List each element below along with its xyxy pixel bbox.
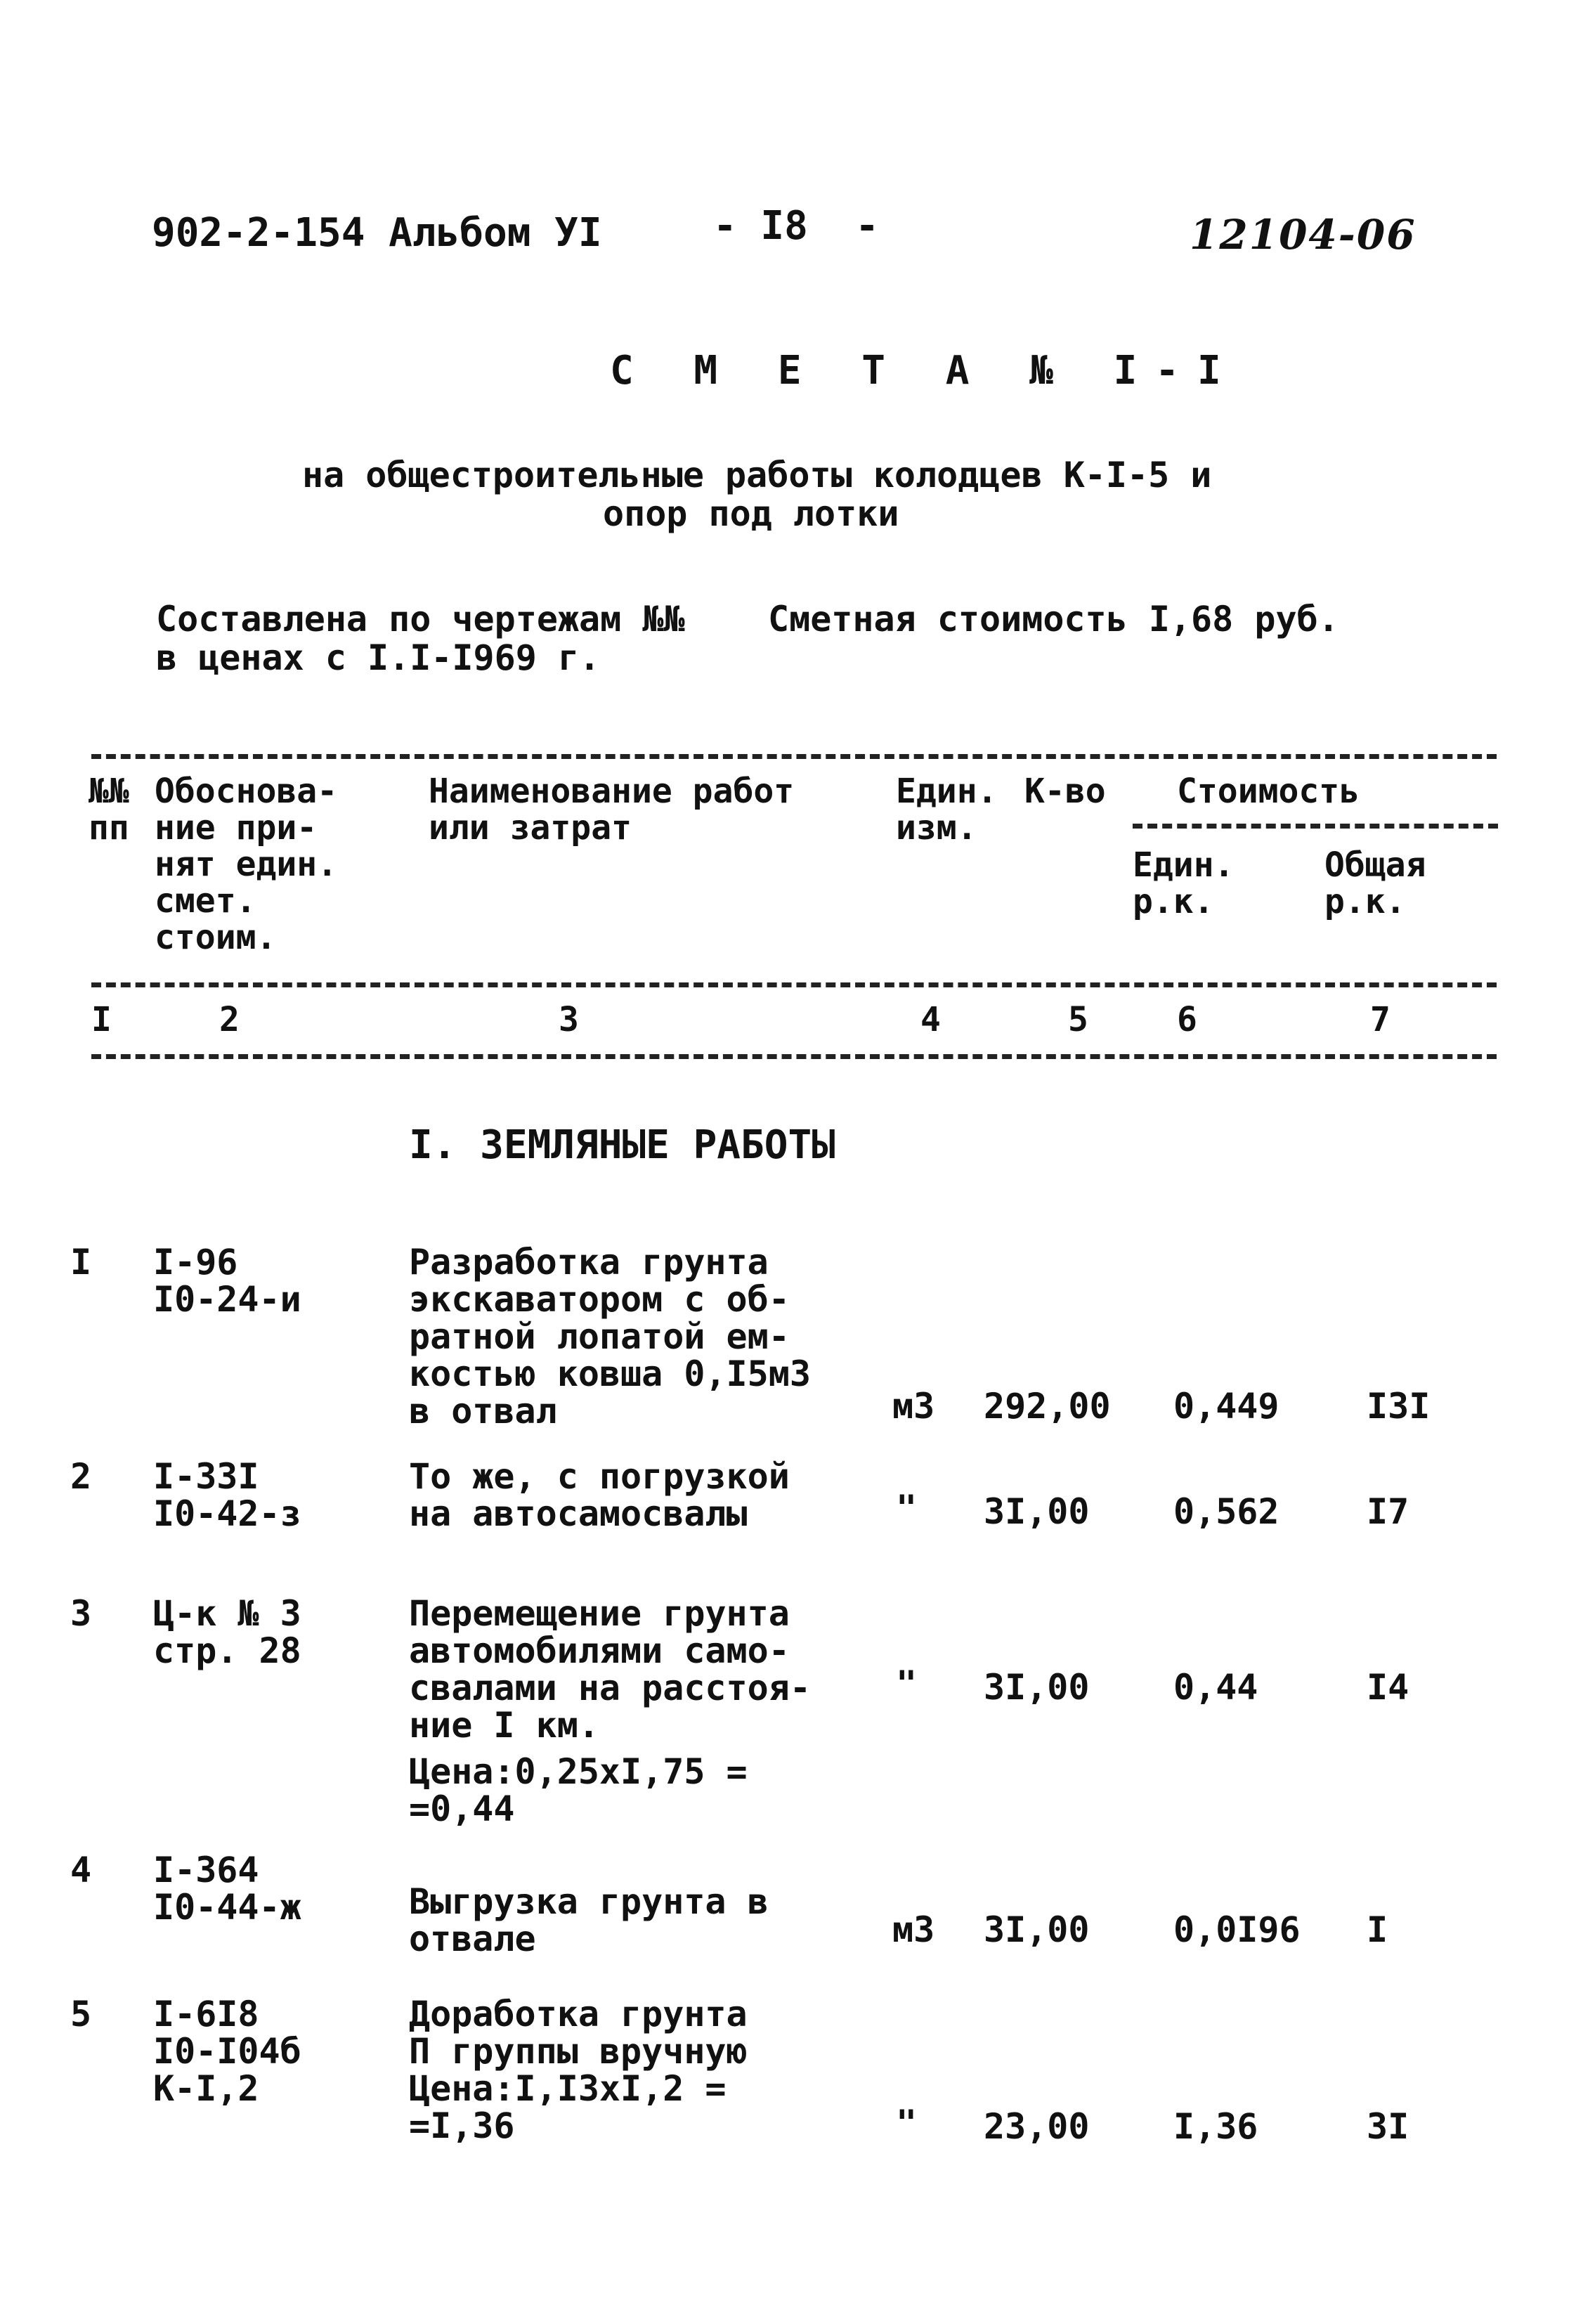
row-quantity: 3I,00 <box>984 1909 1090 1950</box>
row-quantity: 23,00 <box>984 2106 1090 2147</box>
row-unit: " <box>896 2103 918 2143</box>
row-basis: I-6I8 I0-I04б К-I,2 <box>153 1994 301 2109</box>
header-bottom-rule <box>91 982 1497 987</box>
document-code: 12104-06 <box>1190 211 1417 259</box>
column-numbers-rule <box>91 1054 1497 1059</box>
row-unit: м3 <box>892 1386 935 1427</box>
column-header-unit-cost: Един. р.к. <box>1133 845 1235 921</box>
row-quantity: 3I,00 <box>984 1667 1090 1708</box>
row-work-name: Выгрузка грунта в отвале <box>409 1881 769 1959</box>
section-title: I. ЗЕМЛЯНЫЕ РАБОТЫ <box>409 1122 835 1168</box>
estimated-cost: Сметная стоимость I,68 руб. <box>768 599 1339 640</box>
row-unit: м3 <box>892 1909 935 1950</box>
row-basis: I-364 I0-44-ж <box>153 1850 301 1928</box>
row-basis: I-33I I0-42-з <box>153 1456 301 1534</box>
row-unit-cost: 0,44 <box>1173 1667 1258 1708</box>
row-unit-cost: I,36 <box>1173 2106 1258 2147</box>
row-total-cost: I3I <box>1367 1386 1431 1427</box>
album-reference: 902-2-154 Альбом УI <box>152 210 602 256</box>
page-number: - I8 - <box>713 203 880 249</box>
row-number: 4 <box>70 1850 92 1890</box>
row-total-cost: 3I <box>1367 2106 1409 2147</box>
row-price-note: Цена:0,25хI,75 = =0,44 <box>409 1751 748 1829</box>
column-number-5: 5 <box>1068 1000 1088 1039</box>
row-number: I <box>70 1242 92 1283</box>
column-header-unit: Един. изм. <box>896 772 998 848</box>
row-total-cost: I4 <box>1367 1667 1409 1708</box>
row-quantity: 3I,00 <box>984 1491 1090 1532</box>
row-number: 5 <box>70 1994 92 2034</box>
row-unit-cost: 0,0I96 <box>1173 1909 1301 1950</box>
column-number-6: 6 <box>1177 1000 1197 1039</box>
row-basis: I-96 I0-24-и <box>153 1242 301 1320</box>
row-number: 3 <box>70 1593 92 1634</box>
column-number-1: I <box>91 1000 112 1039</box>
table-top-rule <box>91 754 1497 759</box>
row-unit-cost: 0,449 <box>1173 1386 1279 1427</box>
row-number: 2 <box>70 1456 92 1497</box>
cost-subheader-rule <box>1133 824 1498 829</box>
subtitle-line-1: на общестроительные работы колодцев К-I-5 и <box>302 455 1212 495</box>
column-header-name: Наименование работ или затрат <box>429 772 795 848</box>
row-work-name: Разработка грунта экскаватором с об- ратной лопатой ем- костью ковша 0,I5м3 в отвал <box>409 1242 811 1432</box>
column-header-cost: Стоимость <box>1177 772 1360 811</box>
column-number-2: 2 <box>219 1000 240 1039</box>
row-quantity: 292,00 <box>984 1386 1111 1427</box>
column-header-quantity: К-во <box>1024 772 1106 811</box>
column-header-total-cost: Общая р.к. <box>1324 845 1426 921</box>
row-unit: " <box>896 1488 918 1528</box>
column-number-4: 4 <box>920 1000 941 1039</box>
page-title: С М Е Т А № I-I <box>610 348 1239 394</box>
row-total-cost: I <box>1367 1909 1388 1950</box>
row-unit: " <box>896 1663 918 1704</box>
column-number-7: 7 <box>1370 1000 1391 1039</box>
row-basis: Ц-к № 3 стр. 28 <box>153 1593 301 1671</box>
subtitle-line-2: опор под лотки <box>603 493 899 534</box>
row-work-name: Доработка грунта П группы вручную Цена:I,I3хI,2 = =I,36 <box>409 1994 748 2146</box>
column-header-number: №№ пп <box>89 772 129 848</box>
column-number-3: 3 <box>559 1000 579 1039</box>
row-total-cost: I7 <box>1367 1491 1409 1532</box>
row-work-name: Перемещение грунта автомобилями само- свалами на расстоя- ние I км. <box>409 1593 811 1746</box>
column-header-basis: Обоснова- ние при- нят един. смет. стоим. <box>155 772 338 957</box>
drawings-reference: Составлена по чертежам №№ <box>156 599 685 640</box>
prices-date: в ценах с I.I-I969 г. <box>156 637 601 678</box>
row-unit-cost: 0,562 <box>1173 1491 1279 1532</box>
row-work-name: То же, с погрузкой на автосамосвалы <box>409 1456 790 1534</box>
